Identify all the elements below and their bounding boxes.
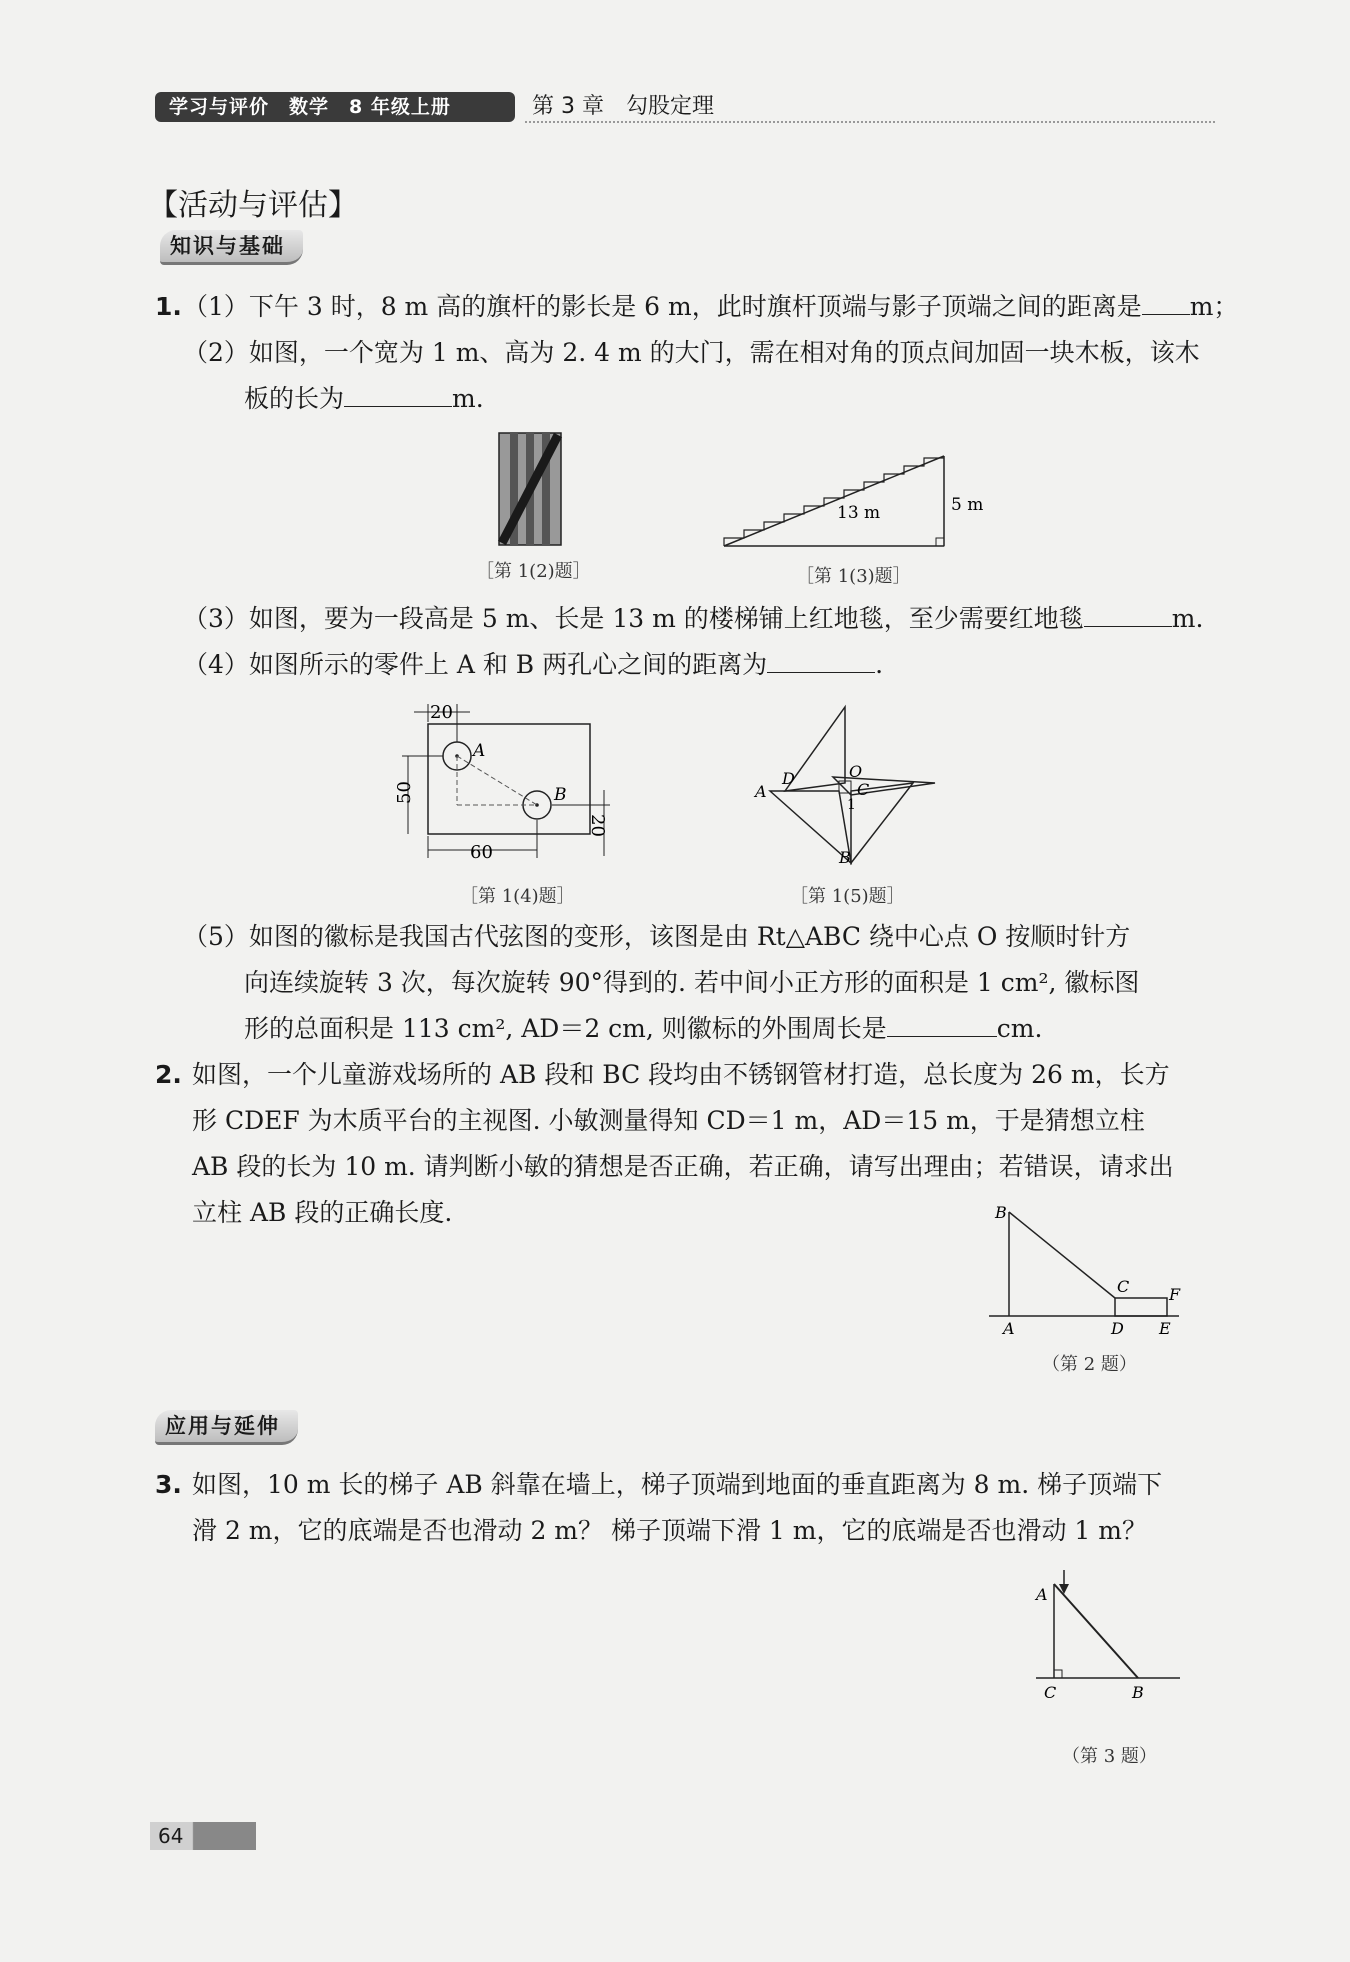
label-13m: 13 m: [837, 503, 881, 523]
q2-line3: AB 段的长为 10 m. 请判断小敏的猜想是否正确，若正确，请写出理由；若错误，请求出: [192, 1152, 1174, 1181]
q1-part3-unit: m.: [1171, 604, 1204, 633]
page-number: 64: [150, 1822, 256, 1850]
label-d: D: [1111, 1319, 1124, 1338]
q1-part3: [183, 602, 1203, 636]
pipe-bc: [1009, 1212, 1115, 1298]
q1-part5-unit: cm.: [996, 1014, 1043, 1043]
q1-part4: [183, 648, 883, 682]
right-angle-mark: [1054, 1670, 1062, 1678]
q1-part2-line2: [244, 382, 484, 416]
label-b: B: [1132, 1683, 1144, 1702]
q1-part5-text: 形的总面积是 113 cm², AD＝2 cm, 则徽标的外围周长是: [244, 1014, 887, 1043]
answer-blank[interactable]: [1084, 602, 1172, 627]
dim-60: 60: [470, 842, 493, 863]
caption-1-3: ［第 1(3)题］: [796, 566, 911, 587]
figure-machine-part: [394, 700, 618, 870]
stair-hypotenuse: [724, 456, 944, 546]
q2-line1: 如图，一个儿童游戏场所的 AB 段和 BC 段均由不锈钢管材打造，总长度为 26 m，长方: [192, 1060, 1170, 1089]
part-outline: [428, 724, 590, 834]
figure-staircase: [722, 452, 982, 548]
label-hole-a: A: [473, 741, 486, 761]
label-d: D: [782, 769, 795, 788]
dim-20-top: 20: [430, 702, 453, 723]
caption-1-4: ［第 1(4)题］: [460, 886, 575, 907]
q1-part1-text: （1）下午 3 时，8 m 高的旗杆的影长是 6 m，此时旗杆顶端与影子顶端之间的距离是: [183, 292, 1142, 321]
label-one: 1: [847, 797, 856, 813]
answer-blank[interactable]: [1142, 290, 1190, 315]
q3-number: 3.: [155, 1470, 182, 1499]
caption-3: （第 3 题）: [1062, 1746, 1157, 1767]
q2-number: 2.: [155, 1060, 182, 1089]
q1-part5-line2: 向连续旋转 3 次，每次旋转 90°得到的. 若中间小正方形的面积是 1 cm², 徽标图: [244, 968, 1140, 997]
q3-line1: 如图，10 m 长的梯子 AB 斜靠在墙上，梯子顶端到地面的垂直距离为 8 m. 梯子顶端下: [192, 1470, 1163, 1499]
badge-apply: 应用与延伸: [155, 1410, 298, 1445]
label-c: C: [857, 780, 870, 799]
figure-playground: [985, 1200, 1185, 1340]
q1-part5-line3: [244, 1012, 1042, 1046]
caption-1-2: ［第 1(2)题］: [476, 561, 591, 582]
label-c: C: [1117, 1277, 1130, 1296]
q3-line2: 滑 2 m，它的底端是否也滑动 2 m？ 梯子顶端下滑 1 m，它的底端是否也滑动 1 m？: [192, 1516, 1147, 1545]
label-b: B: [839, 848, 851, 867]
q1-part2-line1: （2）如图，一个宽为 1 m、高为 2. 4 m 的大门，需在相对角的顶点间加固一块木板，该木: [183, 338, 1200, 367]
q2-line4: 立柱 AB 段的正确长度.: [192, 1198, 453, 1227]
answer-blank[interactable]: [767, 648, 875, 673]
ladder-ab: [1054, 1584, 1138, 1678]
figure-emblem: [755, 705, 945, 865]
q1-part5-line1: （5）如图的徽标是我国古代弦图的变形，该图是由 Rt△ABC 绕中心点 O 按顺时针方: [183, 922, 1131, 951]
chapter-title: 第 3 章 勾股定理: [532, 94, 714, 119]
label-a: A: [755, 782, 767, 801]
label-f: F: [1169, 1285, 1181, 1304]
q1-part4-end: .: [875, 650, 884, 679]
q1-number: 1.: [155, 292, 182, 321]
header-divider: [525, 121, 1215, 123]
book-header-tag: 学习与评价 数学 8 年级上册: [155, 92, 515, 122]
q1-part2-unit: m.: [452, 384, 484, 413]
q1-part3-text: （3）如图，要为一段高是 5 m、长是 13 m 的楼梯铺上红地毯，至少需要红地毯: [183, 604, 1084, 633]
dim-50: 50: [394, 781, 415, 804]
figure-ladder: [1030, 1570, 1190, 1730]
dim-20-right: 20: [587, 814, 608, 837]
caption-2: （第 2 题）: [1042, 1354, 1137, 1375]
q1-part4-text: （4）如图所示的零件上 A 和 B 两孔心之间的距离为: [183, 650, 768, 679]
label-a: A: [1003, 1319, 1015, 1338]
answer-blank[interactable]: [887, 1012, 997, 1037]
q1-part1-unit: m；: [1189, 292, 1239, 321]
label-hole-b: B: [554, 785, 567, 805]
answer-blank[interactable]: [344, 382, 452, 407]
figure-door: [498, 432, 564, 548]
label-e: E: [1159, 1319, 1171, 1338]
q1-part2-text: 板的长为: [244, 384, 345, 413]
badge-basics: 知识与基础: [160, 230, 303, 265]
label-a: A: [1036, 1585, 1048, 1604]
label-o: O: [849, 762, 863, 781]
right-angle-mark: [936, 538, 944, 546]
label-5m: 5 m: [951, 495, 984, 515]
caption-1-5: ［第 1(5)题］: [790, 886, 905, 907]
platform-cdef: [1115, 1298, 1167, 1316]
label-b: B: [995, 1203, 1007, 1222]
section-title: 【活动与评估】: [148, 188, 358, 223]
label-c: C: [1044, 1683, 1057, 1702]
q1-part1: [183, 290, 1238, 324]
q2-line2: 形 CDEF 为木质平台的主视图. 小敏测量得知 CD＝1 m，AD＝15 m，于是猜想立柱: [192, 1106, 1145, 1135]
